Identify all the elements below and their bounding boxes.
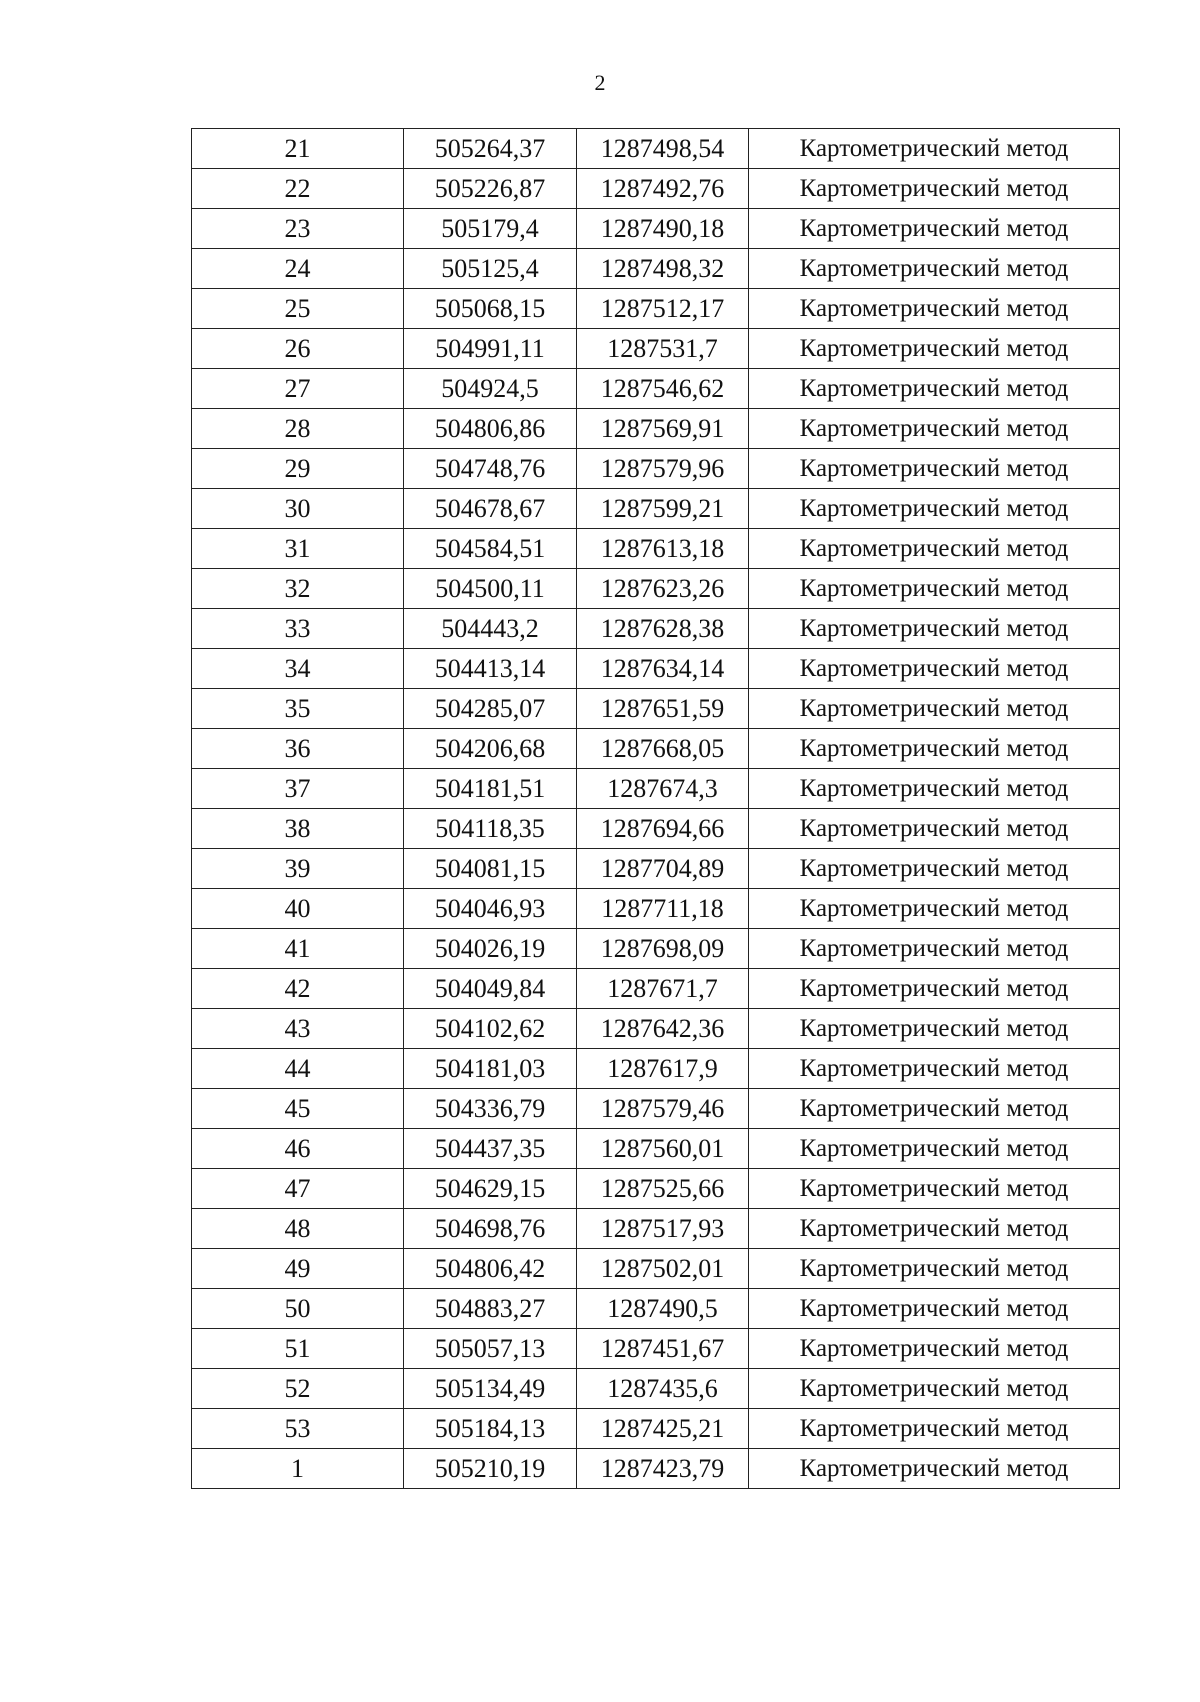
y-coordinate-cell: 1287671,7	[577, 969, 749, 1009]
x-coordinate-cell: 504584,51	[404, 529, 577, 569]
table-row	[192, 929, 1120, 969]
point-number-cell: 25	[192, 289, 404, 329]
point-number-cell: 34	[192, 649, 404, 689]
x-coordinate-cell: 505134,49	[404, 1369, 577, 1409]
point-number-cell: 51	[192, 1329, 404, 1369]
table-row	[192, 849, 1120, 889]
point-number-cell: 33	[192, 609, 404, 649]
method-cell: Картометрический метод	[749, 689, 1120, 729]
y-coordinate-cell: 1287617,9	[577, 1049, 749, 1089]
x-coordinate-cell: 504678,67	[404, 489, 577, 529]
point-number-cell: 52	[192, 1369, 404, 1409]
point-number-cell: 29	[192, 449, 404, 489]
y-coordinate-cell: 1287694,66	[577, 809, 749, 849]
point-number-cell: 26	[192, 329, 404, 369]
table-row	[192, 289, 1120, 329]
x-coordinate-cell: 504748,76	[404, 449, 577, 489]
y-coordinate-cell: 1287704,89	[577, 849, 749, 889]
method-cell: Картометрический метод	[749, 1209, 1120, 1249]
method-cell: Картометрический метод	[749, 969, 1120, 1009]
y-coordinate-cell: 1287531,7	[577, 329, 749, 369]
y-coordinate-cell: 1287623,26	[577, 569, 749, 609]
y-coordinate-cell: 1287613,18	[577, 529, 749, 569]
table-row	[192, 369, 1120, 409]
y-coordinate-cell: 1287490,18	[577, 209, 749, 249]
y-coordinate-cell: 1287525,66	[577, 1169, 749, 1209]
point-number-cell: 40	[192, 889, 404, 929]
x-coordinate-cell: 504118,35	[404, 809, 577, 849]
x-coordinate-cell: 504413,14	[404, 649, 577, 689]
table-row	[192, 169, 1120, 209]
point-number-cell: 37	[192, 769, 404, 809]
x-coordinate-cell: 504102,62	[404, 1009, 577, 1049]
table-row	[192, 649, 1120, 689]
y-coordinate-cell: 1287628,38	[577, 609, 749, 649]
table-row	[192, 969, 1120, 1009]
x-coordinate-cell: 505264,37	[404, 129, 577, 169]
method-cell: Картометрический метод	[749, 1169, 1120, 1209]
table-row	[192, 1369, 1120, 1409]
table-row	[192, 409, 1120, 449]
x-coordinate-cell: 504991,11	[404, 329, 577, 369]
point-number-cell: 46	[192, 1129, 404, 1169]
method-cell: Картометрический метод	[749, 209, 1120, 249]
table-row	[192, 249, 1120, 289]
point-number-cell: 21	[192, 129, 404, 169]
x-coordinate-cell: 505179,4	[404, 209, 577, 249]
x-coordinate-cell: 504206,68	[404, 729, 577, 769]
table-row	[192, 449, 1120, 489]
x-coordinate-cell: 504285,07	[404, 689, 577, 729]
method-cell: Картометрический метод	[749, 1409, 1120, 1449]
y-coordinate-cell: 1287546,62	[577, 369, 749, 409]
y-coordinate-cell: 1287674,3	[577, 769, 749, 809]
y-coordinate-cell: 1287599,21	[577, 489, 749, 529]
point-number-cell: 48	[192, 1209, 404, 1249]
method-cell: Картометрический метод	[749, 649, 1120, 689]
x-coordinate-cell: 504806,86	[404, 409, 577, 449]
y-coordinate-cell: 1287579,96	[577, 449, 749, 489]
table-row	[192, 1129, 1120, 1169]
x-coordinate-cell: 504629,15	[404, 1169, 577, 1209]
table-row	[192, 129, 1120, 169]
method-cell: Картометрический метод	[749, 1249, 1120, 1289]
method-cell: Картометрический метод	[749, 289, 1120, 329]
method-cell: Картометрический метод	[749, 169, 1120, 209]
method-cell: Картометрический метод	[749, 809, 1120, 849]
x-coordinate-cell: 504081,15	[404, 849, 577, 889]
x-coordinate-cell: 505210,19	[404, 1449, 577, 1489]
x-coordinate-cell: 504883,27	[404, 1289, 577, 1329]
y-coordinate-cell: 1287579,46	[577, 1089, 749, 1129]
x-coordinate-cell: 504443,2	[404, 609, 577, 649]
method-cell: Картометрический метод	[749, 249, 1120, 289]
table-row	[192, 1009, 1120, 1049]
method-cell: Картометрический метод	[749, 369, 1120, 409]
x-coordinate-cell: 504437,35	[404, 1129, 577, 1169]
y-coordinate-cell: 1287569,91	[577, 409, 749, 449]
point-number-cell: 35	[192, 689, 404, 729]
y-coordinate-cell: 1287698,09	[577, 929, 749, 969]
point-number-cell: 24	[192, 249, 404, 289]
method-cell: Картометрический метод	[749, 1449, 1120, 1489]
y-coordinate-cell: 1287490,5	[577, 1289, 749, 1329]
x-coordinate-cell: 504924,5	[404, 369, 577, 409]
table-row	[192, 1249, 1120, 1289]
x-coordinate-cell: 505125,4	[404, 249, 577, 289]
method-cell: Картометрический метод	[749, 329, 1120, 369]
table-row	[192, 329, 1120, 369]
point-number-cell: 50	[192, 1289, 404, 1329]
point-number-cell: 49	[192, 1249, 404, 1289]
table-row	[192, 1409, 1120, 1449]
point-number-cell: 43	[192, 1009, 404, 1049]
table-row	[192, 1049, 1120, 1089]
point-number-cell: 36	[192, 729, 404, 769]
method-cell: Картометрический метод	[749, 409, 1120, 449]
method-cell: Картометрический метод	[749, 1009, 1120, 1049]
table-row	[192, 809, 1120, 849]
method-cell: Картометрический метод	[749, 849, 1120, 889]
y-coordinate-cell: 1287560,01	[577, 1129, 749, 1169]
point-number-cell: 45	[192, 1089, 404, 1129]
method-cell: Картометрический метод	[749, 929, 1120, 969]
table-row	[192, 1289, 1120, 1329]
point-number-cell: 47	[192, 1169, 404, 1209]
x-coordinate-cell: 504181,03	[404, 1049, 577, 1089]
point-number-cell: 41	[192, 929, 404, 969]
table-row	[192, 1329, 1120, 1369]
y-coordinate-cell: 1287492,76	[577, 169, 749, 209]
table-row	[192, 1169, 1120, 1209]
x-coordinate-cell: 505068,15	[404, 289, 577, 329]
method-cell: Картометрический метод	[749, 129, 1120, 169]
x-coordinate-cell: 504181,51	[404, 769, 577, 809]
point-number-cell: 30	[192, 489, 404, 529]
point-number-cell: 53	[192, 1409, 404, 1449]
x-coordinate-cell: 505184,13	[404, 1409, 577, 1449]
coordinates-table-body	[192, 129, 1120, 1489]
point-number-cell: 27	[192, 369, 404, 409]
table-row	[192, 569, 1120, 609]
table-row	[192, 689, 1120, 729]
table-row	[192, 209, 1120, 249]
point-number-cell: 1	[192, 1449, 404, 1489]
table-row	[192, 489, 1120, 529]
x-coordinate-cell: 504049,84	[404, 969, 577, 1009]
method-cell: Картометрический метод	[749, 1289, 1120, 1329]
table-row	[192, 889, 1120, 929]
x-coordinate-cell: 504698,76	[404, 1209, 577, 1249]
method-cell: Картометрический метод	[749, 609, 1120, 649]
method-cell: Картометрический метод	[749, 449, 1120, 489]
table-row	[192, 729, 1120, 769]
method-cell: Картометрический метод	[749, 729, 1120, 769]
y-coordinate-cell: 1287517,93	[577, 1209, 749, 1249]
point-number-cell: 38	[192, 809, 404, 849]
point-number-cell: 22	[192, 169, 404, 209]
coordinates-table	[191, 128, 1120, 1489]
method-cell: Картометрический метод	[749, 529, 1120, 569]
x-coordinate-cell: 504500,11	[404, 569, 577, 609]
y-coordinate-cell: 1287651,59	[577, 689, 749, 729]
point-number-cell: 23	[192, 209, 404, 249]
table-row	[192, 1449, 1120, 1489]
method-cell: Картометрический метод	[749, 769, 1120, 809]
method-cell: Картометрический метод	[749, 1129, 1120, 1169]
x-coordinate-cell: 504806,42	[404, 1249, 577, 1289]
table-row	[192, 609, 1120, 649]
y-coordinate-cell: 1287435,6	[577, 1369, 749, 1409]
y-coordinate-cell: 1287668,05	[577, 729, 749, 769]
point-number-cell: 39	[192, 849, 404, 889]
point-number-cell: 28	[192, 409, 404, 449]
y-coordinate-cell: 1287498,32	[577, 249, 749, 289]
y-coordinate-cell: 1287502,01	[577, 1249, 749, 1289]
point-number-cell: 42	[192, 969, 404, 1009]
page-number: 2	[594, 70, 606, 95]
point-number-cell: 31	[192, 529, 404, 569]
method-cell: Картометрический метод	[749, 489, 1120, 529]
y-coordinate-cell: 1287423,79	[577, 1449, 749, 1489]
method-cell: Картометрический метод	[749, 889, 1120, 929]
x-coordinate-cell: 505226,87	[404, 169, 577, 209]
method-cell: Картометрический метод	[749, 1049, 1120, 1089]
x-coordinate-cell: 504046,93	[404, 889, 577, 929]
table-row	[192, 1089, 1120, 1129]
y-coordinate-cell: 1287512,17	[577, 289, 749, 329]
method-cell: Картометрический метод	[749, 1089, 1120, 1129]
y-coordinate-cell: 1287498,54	[577, 129, 749, 169]
y-coordinate-cell: 1287711,18	[577, 889, 749, 929]
table-row	[192, 1209, 1120, 1249]
y-coordinate-cell: 1287642,36	[577, 1009, 749, 1049]
y-coordinate-cell: 1287634,14	[577, 649, 749, 689]
x-coordinate-cell: 505057,13	[404, 1329, 577, 1369]
table-row	[192, 769, 1120, 809]
method-cell: Картометрический метод	[749, 1369, 1120, 1409]
method-cell: Картометрический метод	[749, 569, 1120, 609]
method-cell: Картометрический метод	[749, 1329, 1120, 1369]
point-number-cell: 32	[192, 569, 404, 609]
point-number-cell: 44	[192, 1049, 404, 1089]
y-coordinate-cell: 1287451,67	[577, 1329, 749, 1369]
x-coordinate-cell: 504026,19	[404, 929, 577, 969]
y-coordinate-cell: 1287425,21	[577, 1409, 749, 1449]
table-row	[192, 529, 1120, 569]
x-coordinate-cell: 504336,79	[404, 1089, 577, 1129]
